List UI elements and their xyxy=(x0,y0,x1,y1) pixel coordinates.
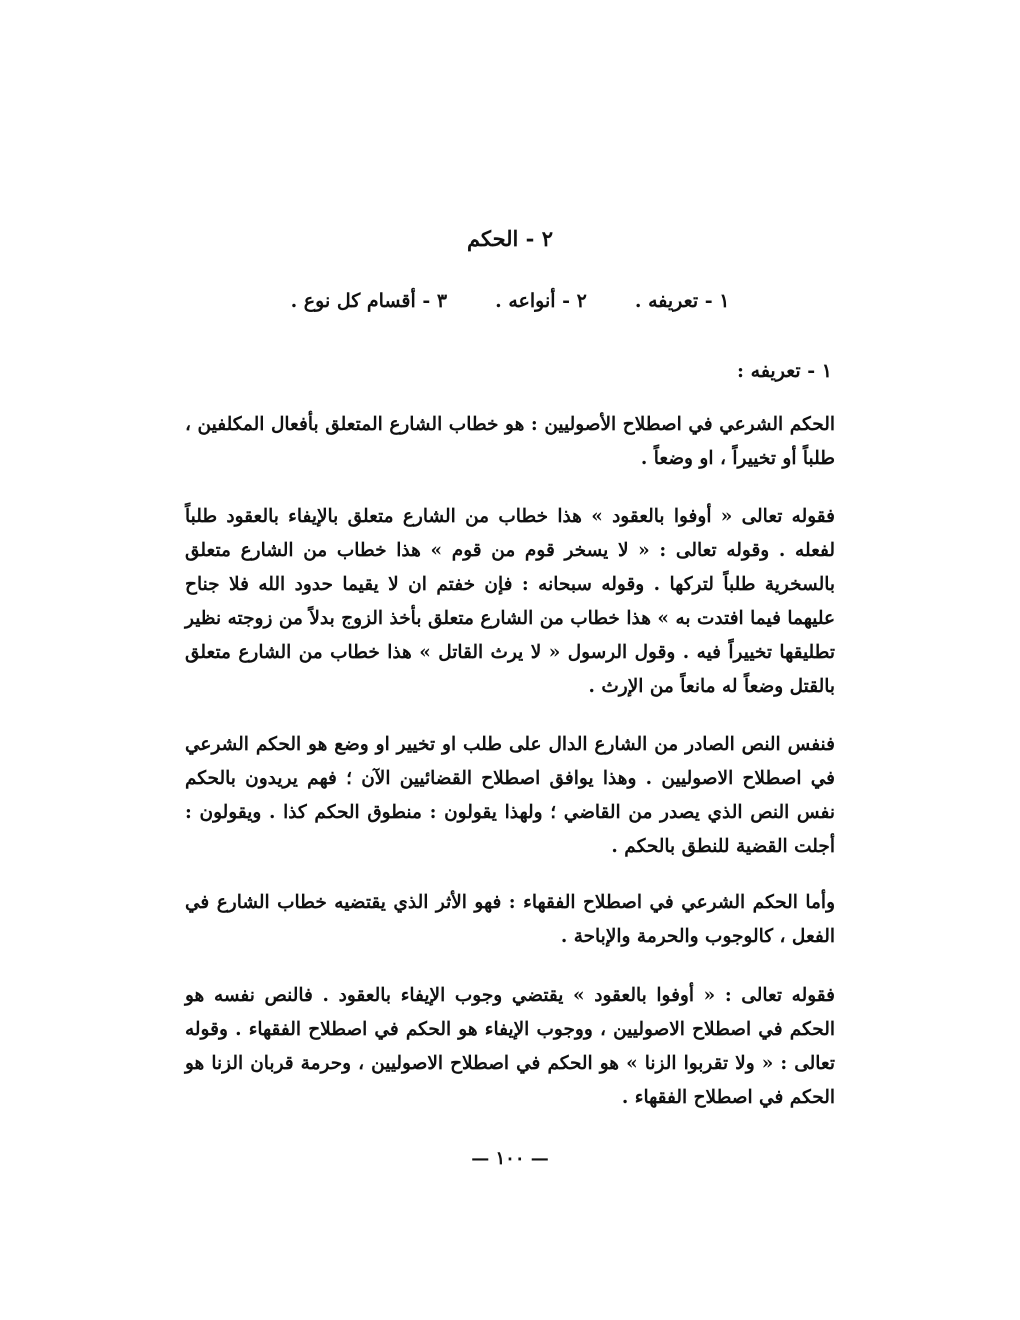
paragraph-fuqaha-examples: فقوله تعالى : « أوفوا بالعقود » يقتضي وجوب الإيفاء بالعقود . فالنص نفسه هو الحكم في اصطلاح الاصوليين ، ووجوب الإيفاء هو الحكم في اصطلاح الفقهاء . وقوله تعالى : « ولا تقربوا الزنا » هو الحكم في اصطلاح الاصوليين ، وحرمة قربان الزنا هو الحكم في اصطلاح الفقهاء . xyxy=(185,985,835,1108)
paragraph-text-is-ruling: فنفس النص الصادر من الشارع الدال على طلب او تخيير او وضع هو الحكم الشرعي في اصطلاح الاصوليين . وهذا يوافق اصطلاح القضائيين الآن ؛ فهم يريدون بالحكم نفس النص الذي يصدر من القاضي ؛ ولهذا يقولون : منطوق الحكم كذا . ويقولون : أجلت القضية للنطق بالحكم . xyxy=(185,734,835,857)
paragraph-usuli-examples: فقوله تعالى « أوفوا بالعقود » هذا خطاب من الشارع متعلق بالإيفاء بالعقود طلباً لفعله . وقوله تعالى : « لا يسخر قوم من قوم » هذا خطاب من الشارع متعلق بالسخرية طلباً لتركها . وقوله سبحانه : فإن خفتم ان لا يقيما حدود الله فلا جناح عليهما فيما افتدت به » هذا خطاب من الشارع متعلق بأخذ الزوج بدلاً من زوجته نظير تطليقها تخييراً فيه . وقول الرسول « لا يرث القاتل » هذا خطاب من الشارع متعلق بالقتل وضعاً له مانعاً من الإرث . xyxy=(185,506,835,697)
contents-item-types: ٢ - أنواعه . xyxy=(495,290,587,312)
chapter-contents xyxy=(185,290,835,312)
page-number: — ١٠٠ — xyxy=(471,1148,549,1169)
paragraph-fuqaha-definition: وأما الحكم الشرعي في اصطلاح الفقهاء : فهو الأثر الذي يقتضيه خطاب الشارع في الفعل ، كالوجوب والحرمة والإباحة . xyxy=(185,892,835,947)
contents-item-definition: ١ - تعريفه . xyxy=(634,290,730,312)
section-heading-definition: ١ - تعريفه : xyxy=(737,360,832,382)
contents-item-divisions: ٣ - أقسام كل نوع . xyxy=(290,290,448,312)
chapter-title: ٢ - الحكم xyxy=(467,226,553,251)
paragraph-usuli-definition: الحكم الشرعي في اصطلاح الأصوليين : هو خطاب الشارع المتعلق بأفعال المكلفين ، طلباً أو تخييراً ، او وضعاً . xyxy=(185,414,835,469)
